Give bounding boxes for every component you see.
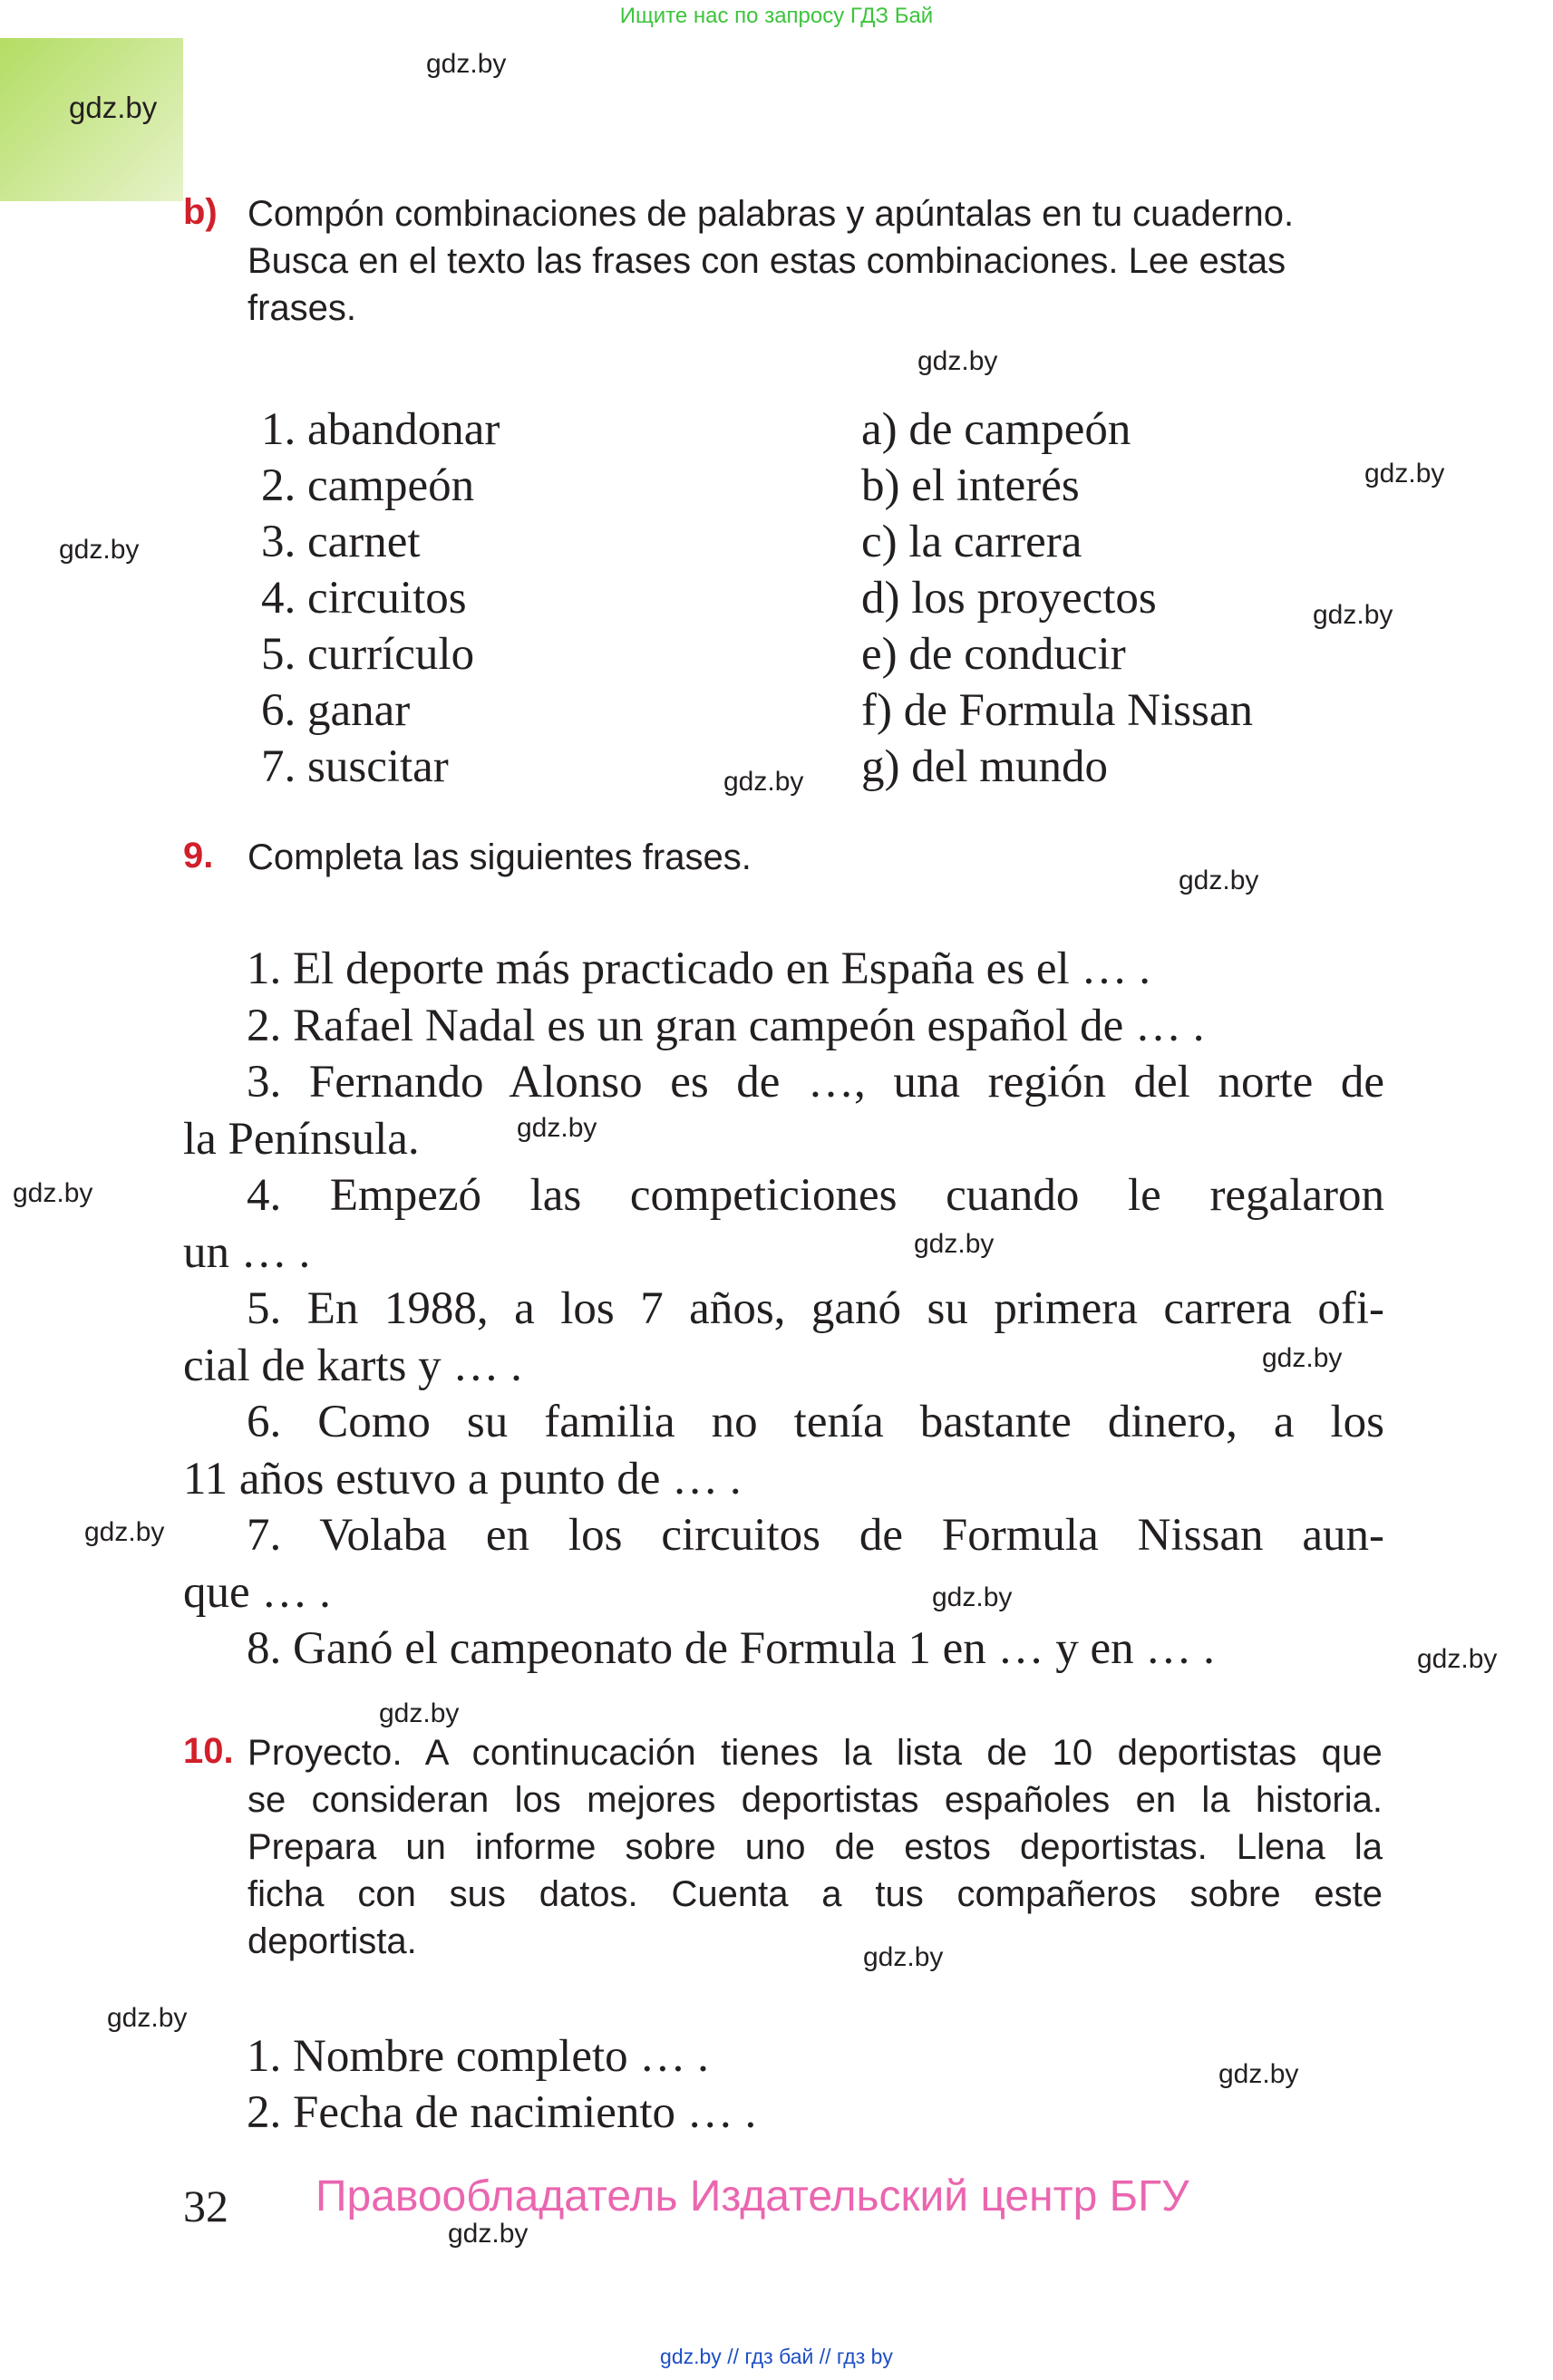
list-item: e) de conducir	[861, 629, 1126, 680]
task-10-items	[247, 2028, 756, 2141]
task-b-marker: b)	[183, 192, 218, 232]
list-item: b) el interés	[861, 460, 1080, 511]
sentence-line: 7. Volaba en los circuitos de Formula Nissan aun-	[247, 1510, 1384, 1561]
word-list-left	[261, 402, 500, 795]
watermark: gdz.by	[1218, 2059, 1299, 2089]
watermark: gdz.by	[84, 1517, 165, 1547]
task-9-instruction: Completa las siguientes frases.	[248, 837, 752, 877]
sentence-line: 3. Fernando Alonso es de …, una región del norte de	[247, 1057, 1384, 1108]
watermark: gdz.by	[13, 1178, 93, 1208]
task-10-number: 10.	[183, 1731, 234, 1771]
watermark: gdz.by	[932, 1582, 1013, 1612]
list-item: 7. suscitar	[261, 741, 449, 792]
page-number: 32	[183, 2181, 228, 2231]
instruction-line: Proyecto. A continucación tienes la lista de 10 deportistas que	[248, 1733, 1383, 1773]
sentence-line: un … .	[183, 1226, 311, 1278]
sentence-line: 11 años estuvo a punto de … .	[183, 1453, 742, 1504]
watermark: gdz.by	[1179, 866, 1259, 895]
footer-links[interactable]: gdz.by // гдз бай // гдз by	[660, 2345, 893, 2368]
task-10-instruction	[248, 1729, 1383, 1965]
corner-tab	[0, 38, 183, 201]
sentence-line: cial de karts y … .	[183, 1340, 522, 1391]
sentence-line: 1. El deporte más practicado en España es el … .	[247, 943, 1150, 994]
top-banner[interactable]: Ищите нас по запросу ГДЗ Бай	[619, 4, 934, 28]
watermark: gdz.by	[863, 1942, 944, 1972]
watermark: gdz.by	[914, 1229, 995, 1259]
list-item: g) del mundo	[861, 741, 1108, 792]
task-b-line: Busca en el texto las frases con estas combinaciones. Lee estas	[248, 241, 1286, 281]
watermark: gdz.by	[448, 2219, 529, 2249]
watermark: gdz.by	[917, 346, 998, 376]
sentence-line: que … .	[183, 1566, 331, 1618]
word-list-right	[861, 402, 1253, 795]
instruction-line: Prepara un informe sobre uno de estos deportistas. Llena la	[248, 1827, 1383, 1867]
list-item: 2. Fecha de nacimiento … .	[247, 2087, 757, 2138]
list-item: 6. ganar	[261, 685, 411, 736]
watermark: gdz.by	[517, 1113, 597, 1143]
list-item: a) de campeón	[861, 404, 1131, 455]
task-9-number: 9.	[183, 836, 214, 876]
watermark: gdz.by	[426, 49, 507, 79]
list-item: c) la carrera	[861, 517, 1082, 567]
list-item: 2. campeón	[261, 460, 475, 511]
sentence-line: 2. Rafael Nadal es un gran campeón español de … .	[247, 1000, 1205, 1051]
copyright-notice: Правообладатель Издательский центр БГУ	[315, 2172, 1189, 2220]
task-b-instruction	[248, 190, 1390, 332]
watermark: gdz.by	[1313, 600, 1393, 630]
list-item: 5. currículo	[261, 629, 475, 680]
watermark: gdz.by	[59, 535, 140, 565]
sentence-line: la Península.	[183, 1113, 420, 1165]
task-b-line: Compón combinaciones de palabras y apúntalas en tu cuaderno.	[248, 194, 1295, 234]
watermark: gdz.by	[723, 767, 804, 797]
corner-tab-label: gdz.by	[69, 91, 158, 124]
instruction-line: deportista.	[248, 1921, 417, 1961]
instruction-line: ficha con sus datos. Cuenta a tus compañeros sobre este	[248, 1874, 1383, 1914]
watermark: gdz.by	[107, 2003, 188, 2033]
watermark: gdz.by	[1364, 459, 1445, 489]
watermark: gdz.by	[1417, 1644, 1498, 1674]
sentence-line: 4. Empezó las competiciones cuando le regalaron	[247, 1170, 1384, 1221]
list-item: d) los proyectos	[861, 573, 1157, 624]
task-9-sentences	[183, 941, 1384, 1678]
list-item: 3. carnet	[261, 517, 421, 567]
list-item: f) de Formula Nissan	[861, 685, 1254, 736]
sentence-line: 8. Ganó el campeonato de Formula 1 en … y en … .	[247, 1623, 1215, 1674]
list-item: 4. circuitos	[261, 573, 467, 624]
watermark: gdz.by	[1262, 1343, 1343, 1373]
sentence-line: 5. En 1988, a los 7 años, ganó su primera carrera ofi-	[247, 1283, 1384, 1334]
watermark: gdz.by	[379, 1698, 460, 1728]
task-b-line: frases.	[248, 288, 357, 328]
list-item: 1. abandonar	[261, 404, 500, 455]
sentence-line: 6. Como su familia no tenía bastante dinero, a los	[247, 1397, 1384, 1447]
instruction-line: se consideran los mejores deportistas españoles en la historia.	[248, 1780, 1383, 1820]
list-item: 1. Nombre completo … .	[247, 2031, 709, 2082]
